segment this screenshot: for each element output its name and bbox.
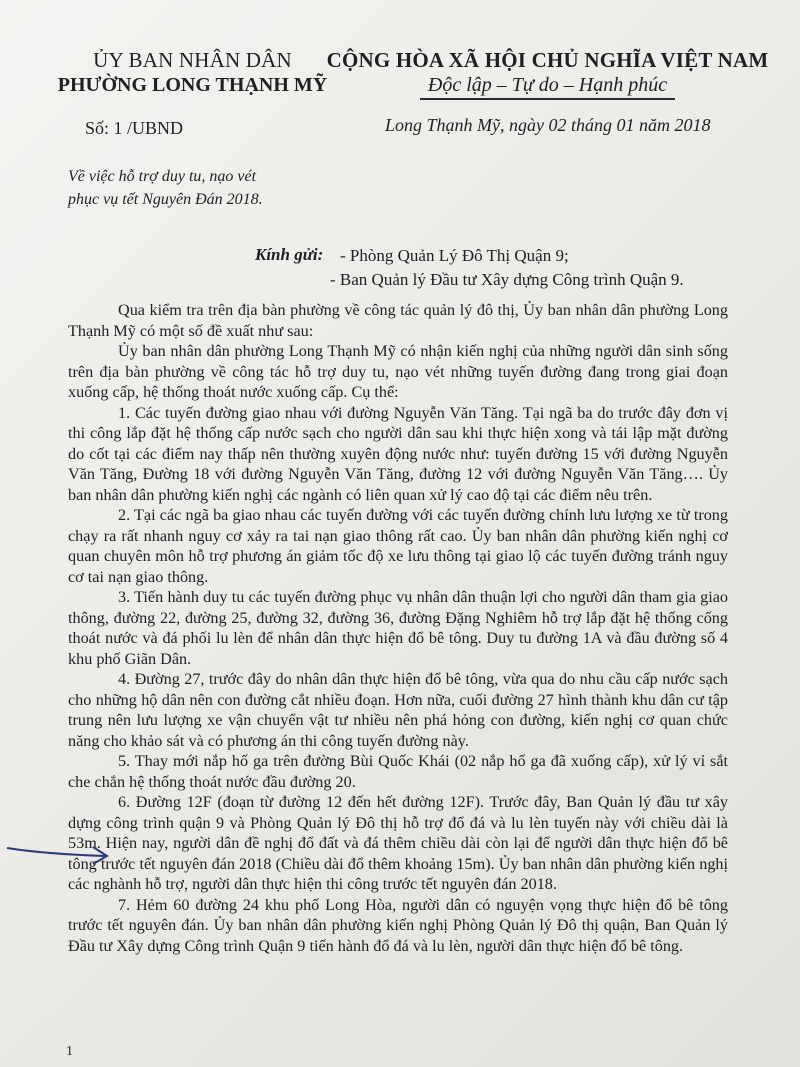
body-item-4: 4. Đường 27, trước đây do nhân dân thực hiện đổ bê tông, vừa qua do nhu cầu cấp nước sạch cho những hộ dân nên con đường cắt nhiều đoạn. Hơn nữa, cuối đường 27 hình thành khu dân cư tập trung nên lưu lượng xe vận chuyển vật tư nhiều nên phá hỏng con đường, kiến nghị cơ quan chức năng cho khảo sát và có phương án thi công tuyến đường này. xyxy=(68,670,728,750)
page-number: 1 xyxy=(66,1044,73,1059)
handwritten-arrow-icon xyxy=(5,840,115,866)
document-date: Long Thạnh Mỹ, ngày 02 tháng 01 năm 2018 xyxy=(385,115,711,135)
body-item-3: 3. Tiến hành duy tu các tuyến đường phục vụ nhân dân thuận lợi cho người dân tham gia giao thông, đường 22, đường 25, đường 32, đường 36, đường Đặng Nghiêm hỗ trợ lắp đặt hệ thống cống thoát nước và đá phối lu lèn để nhân dân thực hiện đổ bê tông. Duy tu đường 1A và đầu đường số 4 khu phố Giãn Dân. xyxy=(68,588,728,668)
subject-line1: Về việc hỗ trợ duy tu, nạo vét xyxy=(68,168,257,185)
document-body xyxy=(68,300,728,956)
nation-name: CỘNG HÒA XÃ HỘI CHỦ NGHĨA VIỆT NAM xyxy=(326,48,769,72)
authority-line2: PHƯỜNG LONG THẠNH MỸ xyxy=(57,74,328,96)
national-motto: Độc lập – Tự do – Hạnh phúc xyxy=(427,74,668,96)
issuing-authority xyxy=(55,48,330,98)
subject-line2: phục vụ tết Nguyên Đán 2018. xyxy=(68,191,263,208)
body-item-2: 2. Tại các ngã ba giao nhau các tuyến đường với các tuyến đường chính lưu lượng xe từ trong chạy ra rất nhanh nguy cơ xảy ra tai nạn giao thông rất cao. Ủy ban nhân dân phường kiến nghị cơ quan chuyên môn hỗ trợ phương án giảm tốc độ xe lưu thông tại giao lộ các tuyến đường tránh nguy cơ tai nạn giao thông. xyxy=(68,506,728,586)
body-item-6: 6. Đường 12F (đoạn từ đường 12 đến hết đường 12F). Trước đây, Ban Quản lý đầu tư xây dựng công trình quận 9 và Phòng Quản lý Đô thị hỗ trợ đổ đá và lu lèn tuyến này với chiều dài là 53m. Hiện nay, người dân đề nghị đổ đất và đá thêm chiều dài còn lại để người dân thực hiện đổ bê tông trước tết nguyên đán 2018 (Chiều dài đổ thêm khoảng 15m). Ủy ban nhân dân phường kiến nghị các nghành hỗ trợ, người dân thực hiện thi công trước tết nguyên đán 2018. xyxy=(68,793,728,893)
recipient-item: - Ban Quản lý Đầu tư Xây dựng Công trình Quận 9. xyxy=(330,270,684,289)
document-subject xyxy=(68,165,263,211)
motto-underline xyxy=(420,98,675,100)
body-paragraph-intro2: Ủy ban nhân dân phường Long Thạnh Mỹ có nhận kiến nghị của những người dân sinh sống trên địa bàn phường về công tác hỗ trợ duy tu, nạo vét những tuyến đường đang trong giai đoạn xuống cấp, hệ thống thoát nước xuống cấp. Cụ thể: xyxy=(68,342,728,401)
recipients-label: Kính gửi: xyxy=(255,245,324,264)
document-number: Số: 1 /UBND xyxy=(85,118,184,138)
body-paragraph-intro: Qua kiểm tra trên địa bàn phường về công tác quản lý đô thị, Ủy ban nhân dân phường Long Thạnh Mỹ có một số đề xuất như sau: xyxy=(68,301,728,340)
body-item-1: 1. Các tuyến đường giao nhau với đường Nguyễn Văn Tăng. Tại ngã ba do trước đây đơn vị thi công lắp đặt hệ thống cấp nước sạch cho người dân sau khi thực hiện xong và tái lập mặt đường do cốt tại các điểm nay thấp nên thường xuyên động nước như: tuyến đường 15 với đường Nguyễn Văn Tăng, Đường 18 với đường Nguyễn Văn Tăng, đường 12 với đường Nguyễn Văn Tăng…. Ủy ban nhân dân phường kiến nghị các ngành có liên quan xử lý cao độ tại các điểm nêu trên. xyxy=(68,403,728,504)
recipient-item: - Phòng Quản Lý Đô Thị Quận 9; xyxy=(340,246,569,265)
body-item-5: 5. Thay mới nắp hố ga trên đường Bùi Quốc Khái (02 nắp hố ga đã xuống cấp), xử lý vỉ sắt che chắn hệ thống thoát nước đầu đường 20. xyxy=(68,752,728,791)
authority-line1: ỦY BAN NHÂN DÂN xyxy=(93,48,292,72)
body-item-7: 7. Hẻm 60 đường 24 khu phố Long Hòa, người dân có nguyện vọng thực hiện đổ bê tông trước tết nguyên đán. Ủy ban nhân dân phường kiến nghị Phòng Quản lý Đô thị quận, Ban Quản lý Đầu tư Xây dựng Công trình Quận 9 tiến hành đổ đá và lu lèn, người dân thực hiện đổ bê tông. xyxy=(68,895,728,955)
national-header xyxy=(325,48,770,100)
